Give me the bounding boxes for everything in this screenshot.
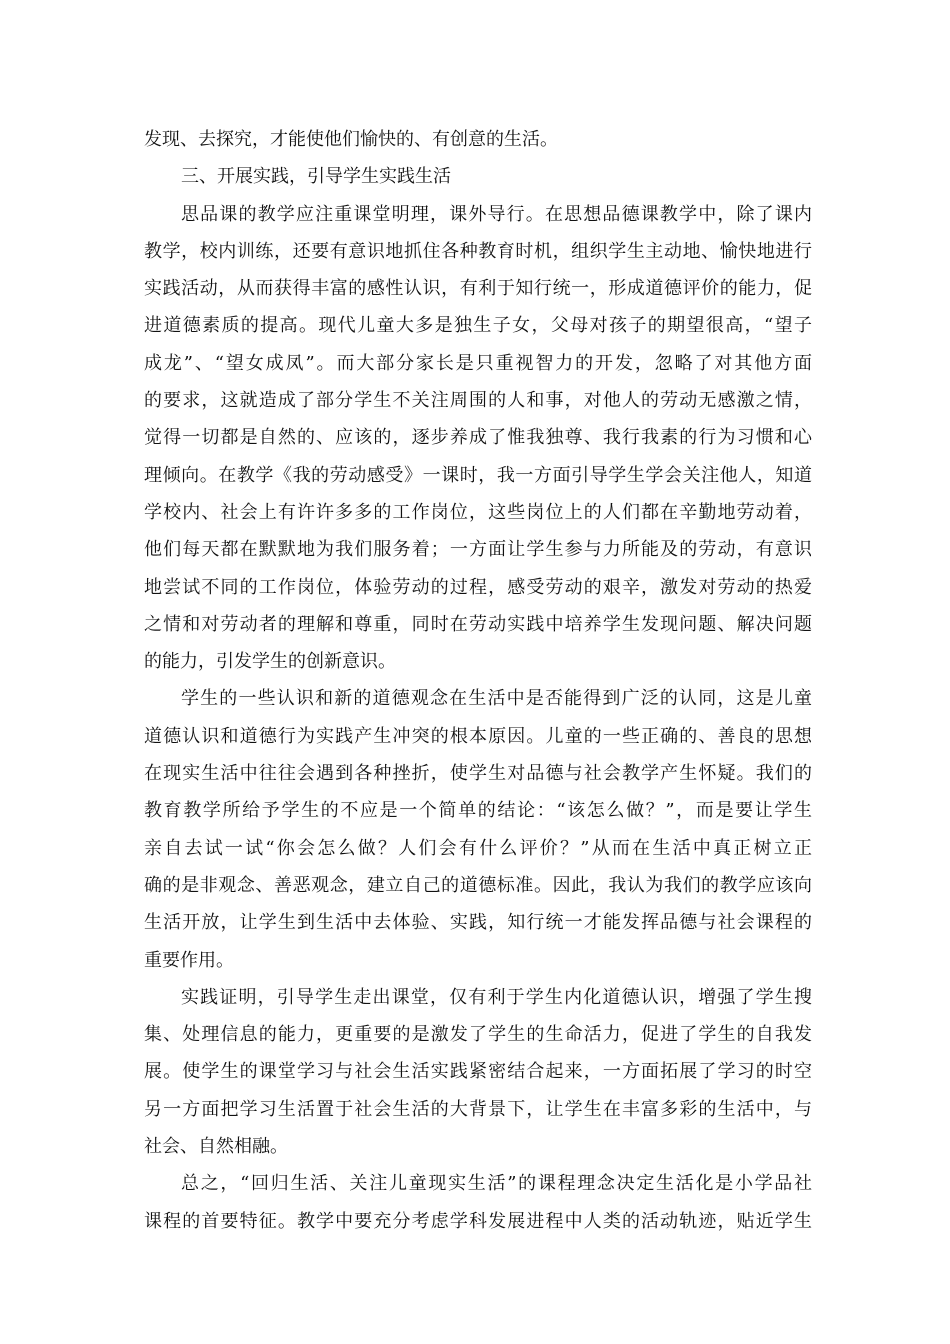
text-line: 另一方面把学习生活置于社会生活的大背景下，让学生在丰富多彩的生活中，与 [144, 1098, 812, 1120]
text-line: 学校内、社会上有许许多多的工作岗位，这些岗位上的人们都在辛勤地劳动着， [144, 501, 812, 523]
text-line: 之情和对劳动者的理解和尊重，同时在劳动实践中培养学生发现问题、解决问题 [144, 613, 812, 635]
text-line: 思品课的教学应注重课堂明理，课外导行。在思想品德课教学中，除了课内 [181, 203, 812, 225]
text-line: 的要求，这就造成了部分学生不关注周围的人和事，对他人的劳动无感激之情， [144, 390, 812, 412]
text-line: 亲自去试一试“你会怎么做？人们会有什么评价？”从而在生活中真正树立正 [144, 837, 812, 859]
text-line: 成龙”、“望女成凤”。而大部分家长是只重视智力的开发，忽略了对其他方面 [144, 352, 812, 374]
text-line: 总之，“回归生活、关注儿童现实生活”的课程理念决定生活化是小学品社 [181, 1173, 812, 1195]
text-line: 道德认识和道德行为实践产生冲突的根本原因。儿童的一些正确的、善良的思想 [144, 725, 812, 747]
text-line: 在现实生活中往往会遇到各种挫折，使学生对品德与社会教学产生怀疑。我们的 [144, 763, 812, 785]
text-line: 理倾向。在教学《我的劳动感受》一课时，我一方面引导学生学会关注他人，知道 [144, 464, 812, 486]
text-line: 他们每天都在默默地为我们服务着；一方面让学生参与力所能及的劳动，有意识 [144, 539, 812, 561]
text-line: 发现、去探究，才能使他们愉快的、有创意的生活。 [144, 129, 558, 150]
text-line: 生活开放，让学生到生活中去体验、实践，知行统一才能发挥品德与社会课程的 [144, 912, 812, 934]
text-line: 集、处理信息的能力，更重要的是激发了学生的生命活力，促进了学生的自我发 [144, 1024, 812, 1046]
text-line: 教学，校内训练，还要有意识地抓住各种教育时机，组织学生主动地、愉快地进行 [144, 240, 812, 262]
text-line: 实践证明，引导学生走出课堂，仅有利于学生内化道德认识，增强了学生搜 [181, 986, 812, 1008]
text-line: 进道德素质的提高。现代儿童大多是独生子女，父母对孩子的期望很高，“望子 [144, 315, 812, 337]
text-line: 地尝试不同的工作岗位，体验劳动的过程，感受劳动的艰辛，激发对劳动的热爱 [144, 576, 812, 598]
text-line: 教育教学所给予学生的不应是一个简单的结论：“该怎么做？”，而是要让学生 [144, 800, 812, 822]
text-line: 社会、自然相融。 [144, 1136, 288, 1158]
text-line: 重要作用。 [144, 949, 234, 971]
body-text [144, 121, 812, 1240]
text-line: 觉得一切都是自然的、应该的，逐步养成了惟我独尊、我行我素的行为习惯和心 [144, 427, 812, 449]
text-line: 展。使学生的课堂学习与社会生活实践紧密结合起来，一方面拓展了学习的时空 [144, 1061, 812, 1083]
text-line: 三、开展实践，引导学生实践生活 [181, 166, 451, 188]
text-line: 的能力，引发学生的创新意识。 [144, 651, 396, 673]
text-line: 学生的一些认识和新的道德观念在生活中是否能得到广泛的认同，这是儿童 [181, 688, 812, 710]
text-line: 实践活动，从而获得丰富的感性认识，有利于知行统一，形成道德评价的能力，促 [144, 278, 812, 300]
text-line: 课程的首要特征。教学中要充分考虑学科发展进程中人类的活动轨迹，贴近学生 [144, 1210, 812, 1232]
text-line: 确的是非观念、善恶观念，建立自己的道德标准。因此，我认为我们的教学应该向 [144, 874, 812, 896]
